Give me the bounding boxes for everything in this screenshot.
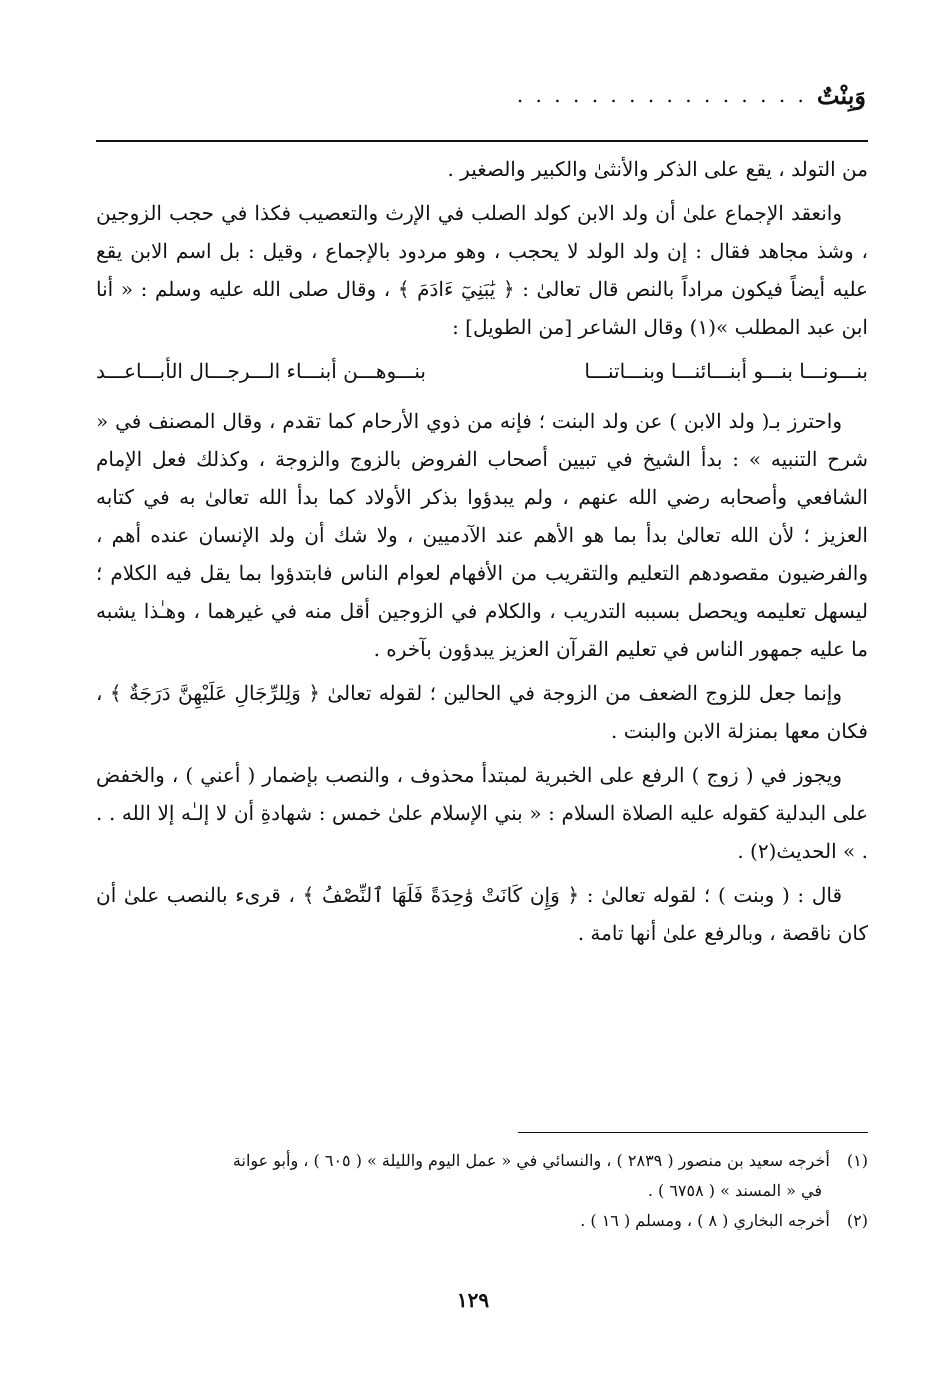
header-dots: . . . . . . . . . . . . . . . . <box>516 83 807 107</box>
footnote-text: أخرجه البخاري ( ٨ ) ، ومسلم ( ١٦ ) . <box>580 1211 830 1230</box>
header-word: وَبِنْتٌ <box>816 80 866 110</box>
footnotes <box>96 1146 868 1236</box>
paragraph-3: واحترز بـ( ولد الابن ) عن ولد البنت ؛ فإنه من ذوي الأرحام كما تقدم ، وقال المصنف في « شرح التنبيه » : بدأ الشيخ في تبيين أصحاب الفروض بالزوج والزوجة ، وكذلك فعل الإمام الشافعي وأصحابه رضي الله عنهم ، ولم يبدؤوا بذكر الأولاد كما بدأ الله تعالىٰ به في كتابه العزيز ؛ لأن الله تعالىٰ بدأ بما هو الأهم عند الآدميين ، ولا شك أن ولد الإنسان عنده أهم ، والفرضيون مقصودهم التعليم والتقريب من الأفهام لعوام الناس فابتدؤوا بما يقل فيه الكلام ؛ ليسهل تعليمه ويحصل بسببه التدريب ، والكلام في الزوجين أقل منه في غيرهما ، وهـٰذا يشبه ما عليه جمهور الناس في تعليم القرآن العزيز يبدؤون بآخره . <box>96 409 868 661</box>
main-text <box>96 150 868 958</box>
header-rule <box>96 140 868 142</box>
poetry-verse <box>96 352 868 390</box>
verse-first-hemistich: بنـــونـــا بنـــو أبنـــائنـــا وبنـــاتنـــا <box>584 359 868 383</box>
verse-second-hemistich: بنـــوهـــن أبنـــاء الـــرجـــال الأبـــاعـــد <box>96 359 426 383</box>
footnote-text: أخرجه سعيد بن منصور ( ٢٨٣٩ ) ، والنسائي في « عمل اليوم والليلة » ( ٦٠٥ ) ، وأبو عوانة <box>232 1151 830 1170</box>
footnote-1-continuation: في « المسند » ( ٦٧٥٨ ) . <box>647 1181 822 1200</box>
paragraph-6: قال : ( وبنت ) ؛ لقوله تعالىٰ : ﴿ وَإِن كَانَتْ وَٰحِدَةً فَلَهَا ٱلنِّصْفُ ﴾ ، قرىء بالنصب علىٰ أن كان ناقصة ، وبالرفع علىٰ أنها تامة . <box>96 883 868 945</box>
footnote-number: (١) <box>846 1151 868 1170</box>
paragraph-4: وإنما جعل للزوج الضعف من الزوجة في الحالين ؛ لقوله تعالىٰ ﴿ وَلِلرِّجَالِ عَلَيْهِنَّ دَرَجَةٌ ﴾ ، فكان معها بمنزلة الابن والبنت . <box>96 681 868 743</box>
footnote-2 <box>96 1206 868 1236</box>
paragraph-2: وانعقد الإجماع علىٰ أن ولد الابن كولد الصلب في الإرث والتعصيب فكذا في حجب الزوجين ، وشذ مجاهد فقال : إن ولد الولد لا يحجب ، وهو مردود بالإجماع ، وقيل : بل اسم الابن يقع عليه أيضاً فيكون مراداً بالنص قال تعالىٰ : ﴿ يَٰبَنِيٓ ءَادَمَ ﴾ ، وقال صلى الله عليه وسلم : « أنا ابن عبد المطلب »(١) وقال الشاعر [من الطويل] : <box>96 201 868 339</box>
footnote-number: (٢) <box>846 1211 868 1230</box>
paragraph-5: ويجوز في ( زوج ) الرفع على الخبرية لمبتدأ محذوف ، والنصب بإضمار ( أعني ) ، والخفض على البدلية كقوله عليه الصلاة السلام : « بني الإسلام علىٰ خمس : شهادةِ أن لا إلـٰه إلا الله . . . » الحديث(٢) . <box>96 763 868 863</box>
paragraph-1: من التولد ، يقع على الذكر والأنثىٰ والكبير والصغير . <box>447 157 868 181</box>
footnote-rule <box>518 1132 868 1133</box>
footnote-1 <box>96 1146 868 1176</box>
running-header <box>80 70 866 120</box>
page-number: ١٢٩ <box>456 1288 490 1312</box>
